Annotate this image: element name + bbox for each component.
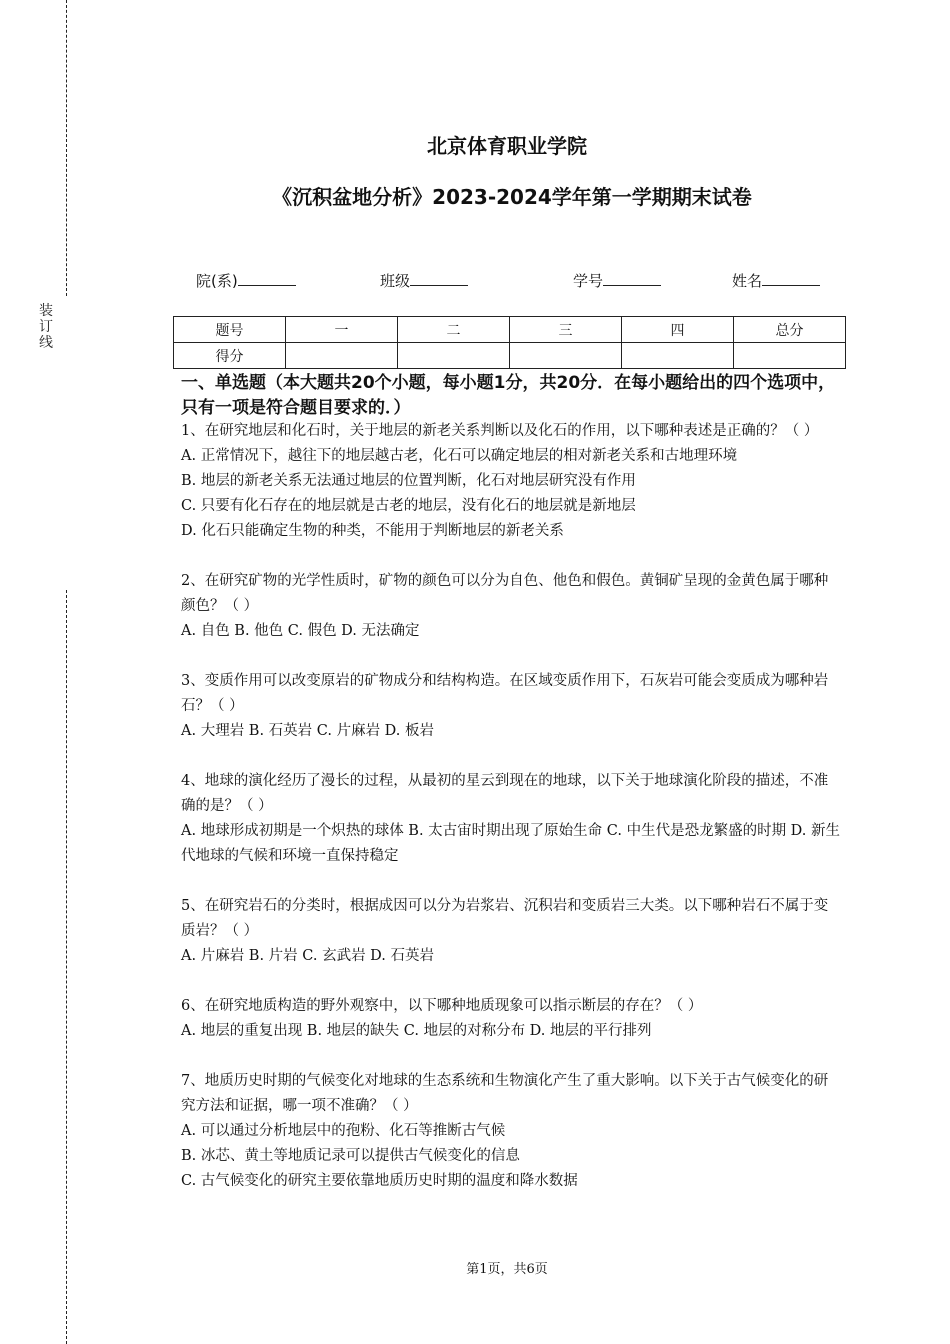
section-heading: 一、单选题（本大题共20个小题，每小题1分，共20分．在每小题给出的四个选项中，只有一项是符合题目要求的．） (181, 373, 836, 418)
question-2 (181, 569, 841, 644)
question-text: 6、在研究地质构造的野外观察中，以下哪种地质现象可以指示断层的存在？（ ） (181, 998, 703, 1014)
option: C. 只要有化石存在的地层就是古老的地层，没有化石的地层就是新地层 (181, 498, 636, 514)
info-name-label: 姓名 (732, 272, 763, 290)
option: A. 地球形成初期是一个炽热的球体 B. 太古宙时期出现了原始生命 C. 中生代是恐龙繁盛的时期 D. 新生代地球的气候和环境一直保持稳定 (181, 823, 841, 864)
school-name: 北京体育职业学院 (427, 134, 587, 158)
binding-char: 装 (39, 303, 53, 319)
score-table-header-cell: 四 (622, 317, 734, 343)
score-cell[interactable] (510, 343, 622, 369)
info-student-id-blank[interactable] (603, 271, 661, 286)
question-4 (181, 769, 841, 869)
score-table-score-row (174, 343, 846, 369)
info-name (732, 270, 820, 291)
binding-char: 线 (39, 335, 53, 351)
info-class-label: 班级 (380, 272, 411, 290)
score-cell[interactable] (398, 343, 510, 369)
question-1 (181, 419, 841, 544)
option: D. 化石只能确定生物的种类，不能用于判断地层的新老关系 (181, 523, 564, 539)
question-text: 5、在研究岩石的分类时，根据成因可以分为岩浆岩、沉积岩和变质岩三大类。以下哪种岩石不属于变质岩？（ ） (181, 898, 829, 939)
info-department-blank[interactable] (238, 271, 296, 286)
score-row-label: 得分 (174, 343, 286, 369)
score-cell[interactable] (734, 343, 846, 369)
info-class (380, 270, 468, 291)
question-3 (181, 669, 841, 744)
score-table-header-cell: 三 (510, 317, 622, 343)
page-footer: 第1页，共6页 (466, 1262, 548, 1277)
score-table (173, 316, 846, 369)
option: A. 自色 B. 他色 C. 假色 D. 无法确定 (181, 623, 420, 639)
exam-title: 《沉积盆地分析》2023-2024学年第一学期期末试卷 (272, 185, 752, 209)
question-text: 4、地球的演化经历了漫长的过程，从最初的星云到现在的地球，以下关于地球演化阶段的描述，不准确的是？（ ） (181, 773, 829, 814)
score-table-header-row (174, 317, 846, 343)
option: C. 古气候变化的研究主要依靠地质历史时期的温度和降水数据 (181, 1173, 578, 1189)
binding-line-bottom (66, 590, 67, 1344)
question-list (181, 419, 841, 1194)
option: A. 正常情况下，越往下的地层越古老，化石可以确定地层的相对新老关系和古地理环境 (181, 448, 738, 464)
score-table-header-cell: 题号 (174, 317, 286, 343)
score-table-header-cell: 一 (286, 317, 398, 343)
question-text: 2、在研究矿物的光学性质时，矿物的颜色可以分为自色、他色和假色。黄铜矿呈现的金黄色属于哪种颜色？（ ） (181, 573, 829, 614)
info-department-label: 院(系) (196, 272, 238, 290)
binding-label (38, 303, 54, 351)
option: B. 冰芯、黄土等地质记录可以提供古气候变化的信息 (181, 1148, 520, 1164)
question-text: 3、变质作用可以改变原岩的矿物成分和结构构造。在区域变质作用下，石灰岩可能会变质成为哪种岩石？（ ） (181, 673, 829, 714)
score-cell[interactable] (286, 343, 398, 369)
info-student-id-label: 学号 (573, 272, 604, 290)
info-name-blank[interactable] (762, 271, 820, 286)
question-6 (181, 994, 841, 1044)
score-table-header-cell: 二 (398, 317, 510, 343)
question-text: 7、地质历史时期的气候变化对地球的生态系统和生物演化产生了重大影响。以下关于古气候变化的研究方法和证据，哪一项不准确？（ ） (181, 1073, 829, 1114)
option: A. 大理岩 B. 石英岩 C. 片麻岩 D. 板岩 (181, 723, 435, 739)
info-student-id (573, 270, 661, 291)
question-text: 1、在研究地层和化石时，关于地层的新老关系判断以及化石的作用，以下哪种表述是正确的？（ ） (181, 423, 819, 439)
option: A. 地层的重复出现 B. 地层的缺失 C. 地层的对称分布 D. 地层的平行排列 (181, 1023, 652, 1039)
question-7 (181, 1069, 841, 1194)
option: A. 片麻岩 B. 片岩 C. 玄武岩 D. 石英岩 (181, 948, 435, 964)
info-department (196, 270, 296, 291)
score-cell[interactable] (622, 343, 734, 369)
binding-char: 订 (39, 319, 53, 335)
score-table-header-cell: 总分 (734, 317, 846, 343)
option: A. 可以通过分析地层中的孢粉、化石等推断古气候 (181, 1123, 506, 1139)
option: B. 地层的新老关系无法通过地层的位置判断，化石对地层研究没有作用 (181, 473, 636, 489)
info-class-blank[interactable] (410, 271, 468, 286)
question-5 (181, 894, 841, 969)
